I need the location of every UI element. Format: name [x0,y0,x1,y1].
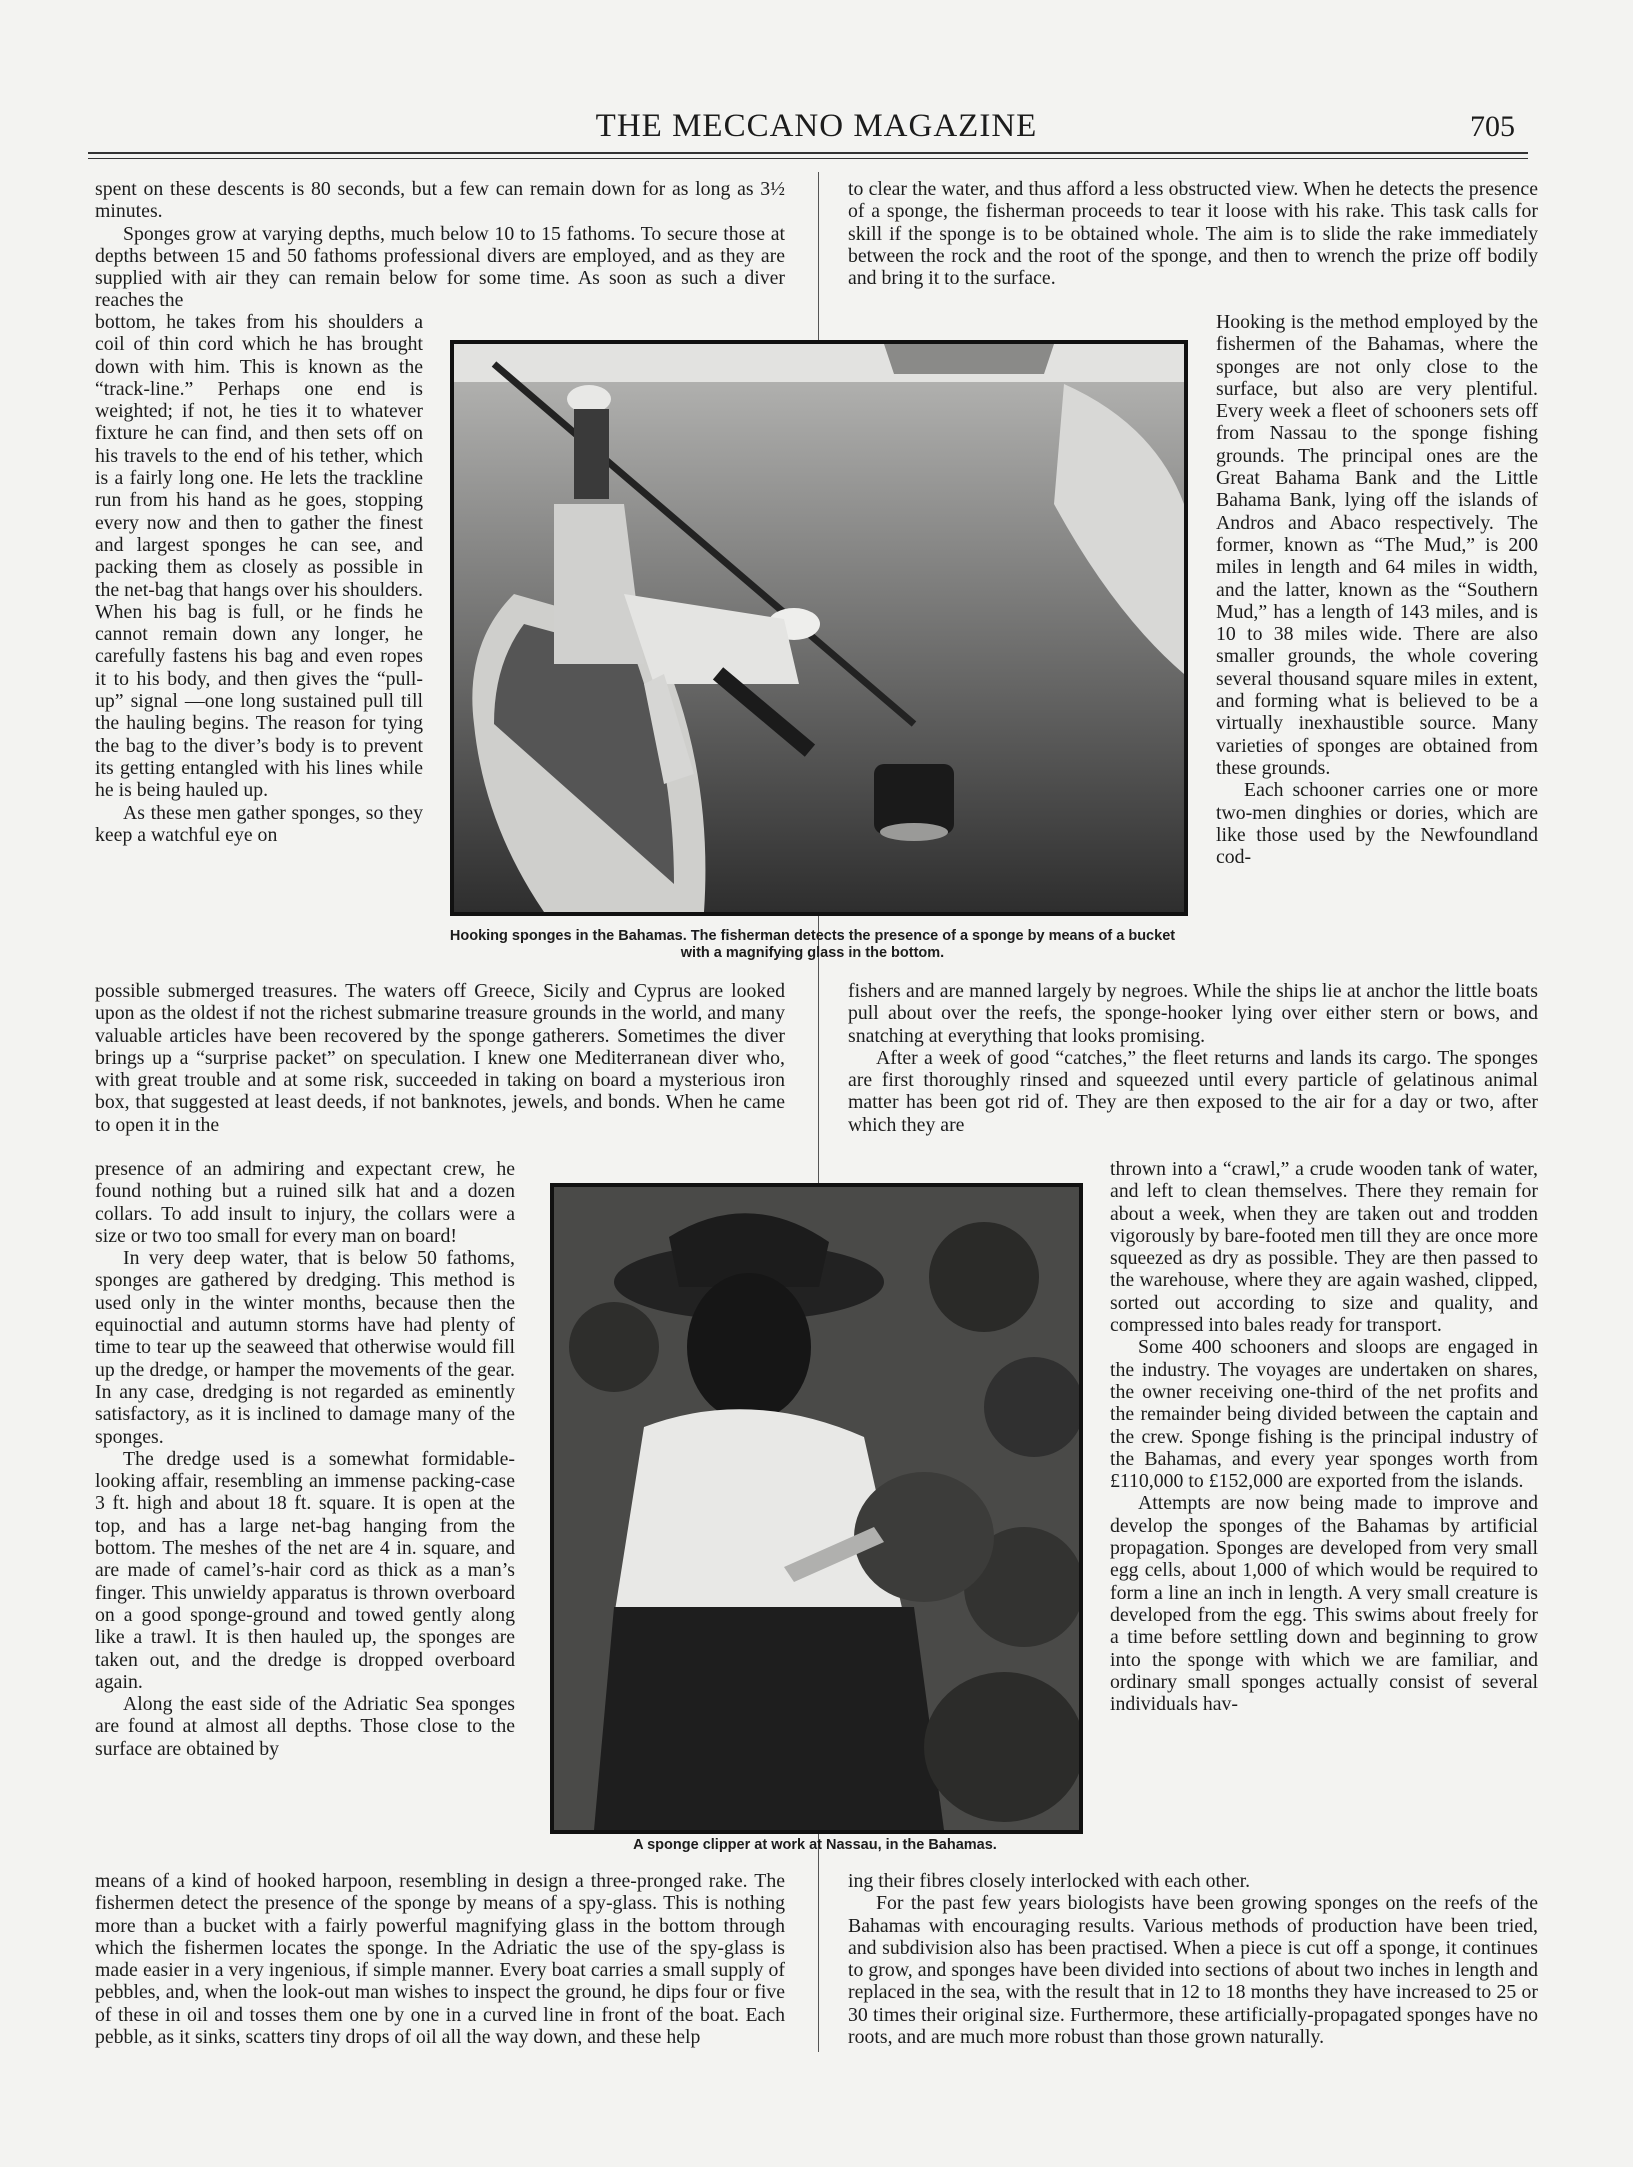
header-rule-thin [88,158,1528,159]
paragraph: Hooking is the method employed by the fishermen of the Bahamas, where the sponges are not only close to the surface, but also are very plentiful. Every week a fleet of schooners sets off from Nassau to the sponge fishing grounds. The principal ones are the Great Bahama Bank and the Little Bahama Bank, lying off the islands of Andros and Abaco respectively. The former, known as “The Mud,” is 200 miles in length and 64 miles in width, and the latter, known as the “Southern Mud,” has a length of 143 miles, and is 10 to 38 miles wide. There are also smaller grounds, the whole covering several thousand square miles in extent, and forming what is believed to be a virtually inexhaustible source. Many varieties of sponges are obtained from these grounds. [1216,311,1538,779]
paragraph: The dredge used is a somewhat formidable-looking affair, resembling an immense packing-case 3 ft. high and about 18 ft. square. It is open at the top, and has a large net-bag hanging from the bottom. The meshes of the net are 4 in. square, and are made of camel’s-hair cord as thick as a man’s finger. This unwieldy apparatus is thrown overboard on a good sponge-ground and towed gently along like a trawl. It is then hauled up, the sponges are taken out, and the dredge is dropped overboard again. [95,1447,515,1693]
boat-scene-image [454,344,1184,912]
magazine-title: THE MECCANO MAGAZINE [595,108,1038,144]
paragraph: After a week of good “catches,” the fleet returns and lands its cargo. The sponges are first thoroughly rinsed and squeezed until every particle of gelatinous animal matter has been got rid of. They are then exposed to the air for a day or two, after which they are [848,1046,1538,1136]
paragraph: Each schooner carries one or more two-men dinghies or dories, which are like those used by the Newfoundland cod- [1216,779,1538,869]
paragraph: In very deep water, that is below 50 fathoms, sponges are gathered by dredging. This method is used only in the winter months, because then the equinoctial and autumn storms have had plenty of time to tear up the seaweed that otherwise would fill up the dredge, or hamper the movements of the gear. In any case, dredging is not regarded as eminently satisfactory, as it is inclined to damage many of the sponges. [95,1247,515,1448]
paragraph: thrown into a “crawl,” a crude wooden tank of water, and left to clean themselves. There they remain for about a week, when they are taken out and trodden vigorously by bare-footed men till they are once more squeezed as dry as possible. They are then passed to the warehouse, where they are again washed, clipped, sorted out according to size and quality, and compressed into bales ready for transport. [1110,1158,1538,1337]
paragraph: For the past few years biologists have been growing sponges on the reefs of the Bahamas with encouraging results. Various methods of production have been tried, and subdivision also has been practised. When a piece is cut off a sponge, it continues to grow, and sponges have been divided into sections of about two inches in length and replaced in the sea, with the result that in 12 to 18 months they have increased to 25 or 30 times their original size. Furthermore, these artificially-propagated sponges have no roots, and are much more robust than those grown naturally. [848,1892,1538,2049]
paragraph: Sponges grow at varying depths, much below 10 to 15 fathoms. To secure those at depths between 15 and 50 fathoms professional divers are employed, and as they are supplied with air they can remain below for some time. As soon as such a diver reaches the [95,222,785,312]
header-rule [88,152,1528,154]
col1-block-d [95,1158,515,1760]
col2-block-a [848,178,1538,289]
col1-block-b [95,311,423,846]
col1-block-e [95,1870,785,2048]
col2-block-b [1216,311,1538,868]
caption-top-photo: Hooking sponges in the Bahamas. The fisherman detects the presence of a sponge by means of a bucket with a magnifying glass in the bottom. [449,928,1176,961]
paragraph: spent on these descents is 80 seconds, but a few can remain down for as long as 3½ minutes. [95,178,785,223]
col1-block-c [95,980,785,1136]
sponge-clipper-image [554,1187,1079,1830]
paragraph: to clear the water, and thus afford a less obstructed view. When he detects the presence of a sponge, the fisherman proceeds to tear it loose with his rake. This task calls for skill if the sponge is to be obtained whole. The aim is to slide the rake immediately between the rock and the root of the sponge, and then to wrench the prize off bodily and bring it to the surface. [848,178,1538,290]
paragraph: Along the east side of the Adriatic Sea sponges are found at almost all depths. Those close to the surface are obtained by [95,1693,515,1760]
col2-block-c [848,980,1538,1136]
caption-bottom-photo: A sponge clipper at work at Nassau, in the Bahamas. [633,1837,997,1853]
paragraph: possible submerged treasures. The waters off Greece, Sicily and Cyprus are looked upon as the oldest if not the richest submarine treasure grounds in the world, and many valuable articles have been recovered by the sponge gatherers. Sometimes the diver brings up a “surprise packet” on speculation. I knew one Mediterranean diver who, with great trouble and at some risk, succeeded in taking on board a mysterious iron box, that suggested at least deeds, if not banknotes, jewels, and bonds. When he came to open it in the [95,980,785,1136]
paragraph: Some 400 schooners and sloops are engaged in the industry. The voyages are undertaken on shares, the owner receiving one-third of the net profits and the remainder being divided between the captain and the crew. Sponge fishing is the principal industry of the Bahamas, and every year sponges worth from £110,000 to £152,000 are exported from the islands. [1110,1336,1538,1493]
col2-block-d [1110,1158,1538,1715]
paragraph: means of a kind of hooked harpoon, resembling in design a three-pronged rake. The fishermen detect the presence of the sponge by means of a spy-glass. This is nothing more than a bucket with a fairly powerful magnifying glass in the bottom through which the fishermen locates the sponge. In the Adriatic the use of the spy-glass is made easier in a very ingenious, if simple manner. Every boat carries a small supply of pebbles, and, when the look-out man wishes to inspect the ground, he dips four or five of these in oil and tosses them one by one in a curved line in front of the boat. Each pebble, as it sinks, scatters tiny drops of oil all the way down, and these help [95,1870,785,2049]
page-number: 705 [1470,110,1515,143]
paragraph: fishers and are manned largely by negroes. While the ships lie at anchor the little boats pull about over the reefs, the sponge-hooker lying over either stern or bows, and snatching at everything that looks promising. [848,980,1538,1047]
paragraph: Attempts are now being made to improve and develop the sponges of the Bahamas by artificial propagation. Sponges are developed from very small egg cells, about 1,000 of which would be required to form a line an inch in length. A very small creature is developed from the egg. This swims about freely for a time before settling down and beginning to grow into the sponge with which we are familiar, and ordinary small sponges actually consist of several individuals hav- [1110,1492,1538,1716]
photo-hooking-sponges [450,340,1188,916]
paragraph: presence of an admiring and expectant crew, he found nothing but a ruined silk hat and a dozen collars. To add insult to injury, the collars were a size or two too small for every man on board! [95,1158,515,1247]
paragraph: bottom, he takes from his shoulders a coil of thin cord which he has brought down with him. This is known as the “track-line.” Perhaps one end is weighted; if not, he ties it to whatever fixture he can find, and then sets off on his travels to the end of his tether, which is a fairly long one. He lets the trackline run from his hand as he goes, stopping every now and then to gather the finest and largest sponges he can see, and packing them as closely as possible in the net-bag that hangs over his shoulders. When his bag is full, or he finds he cannot remain down any longer, he carefully fastens his bag and even ropes it to his body, and then gives the “pull-up” signal —one long sustained pull till the hauling begins. The reason for tying the bag to the diver’s body is to prevent its getting entangled with his lines while he is being hauled up. [95,311,423,802]
col1-block-a [95,178,785,312]
paragraph: As these men gather sponges, so they keep a watchful eye on [95,801,423,846]
photo-sponge-clipper [550,1183,1083,1834]
paragraph: ing their fibres closely interlocked with each other. [848,1870,1251,1892]
col2-block-e [848,1870,1538,2048]
